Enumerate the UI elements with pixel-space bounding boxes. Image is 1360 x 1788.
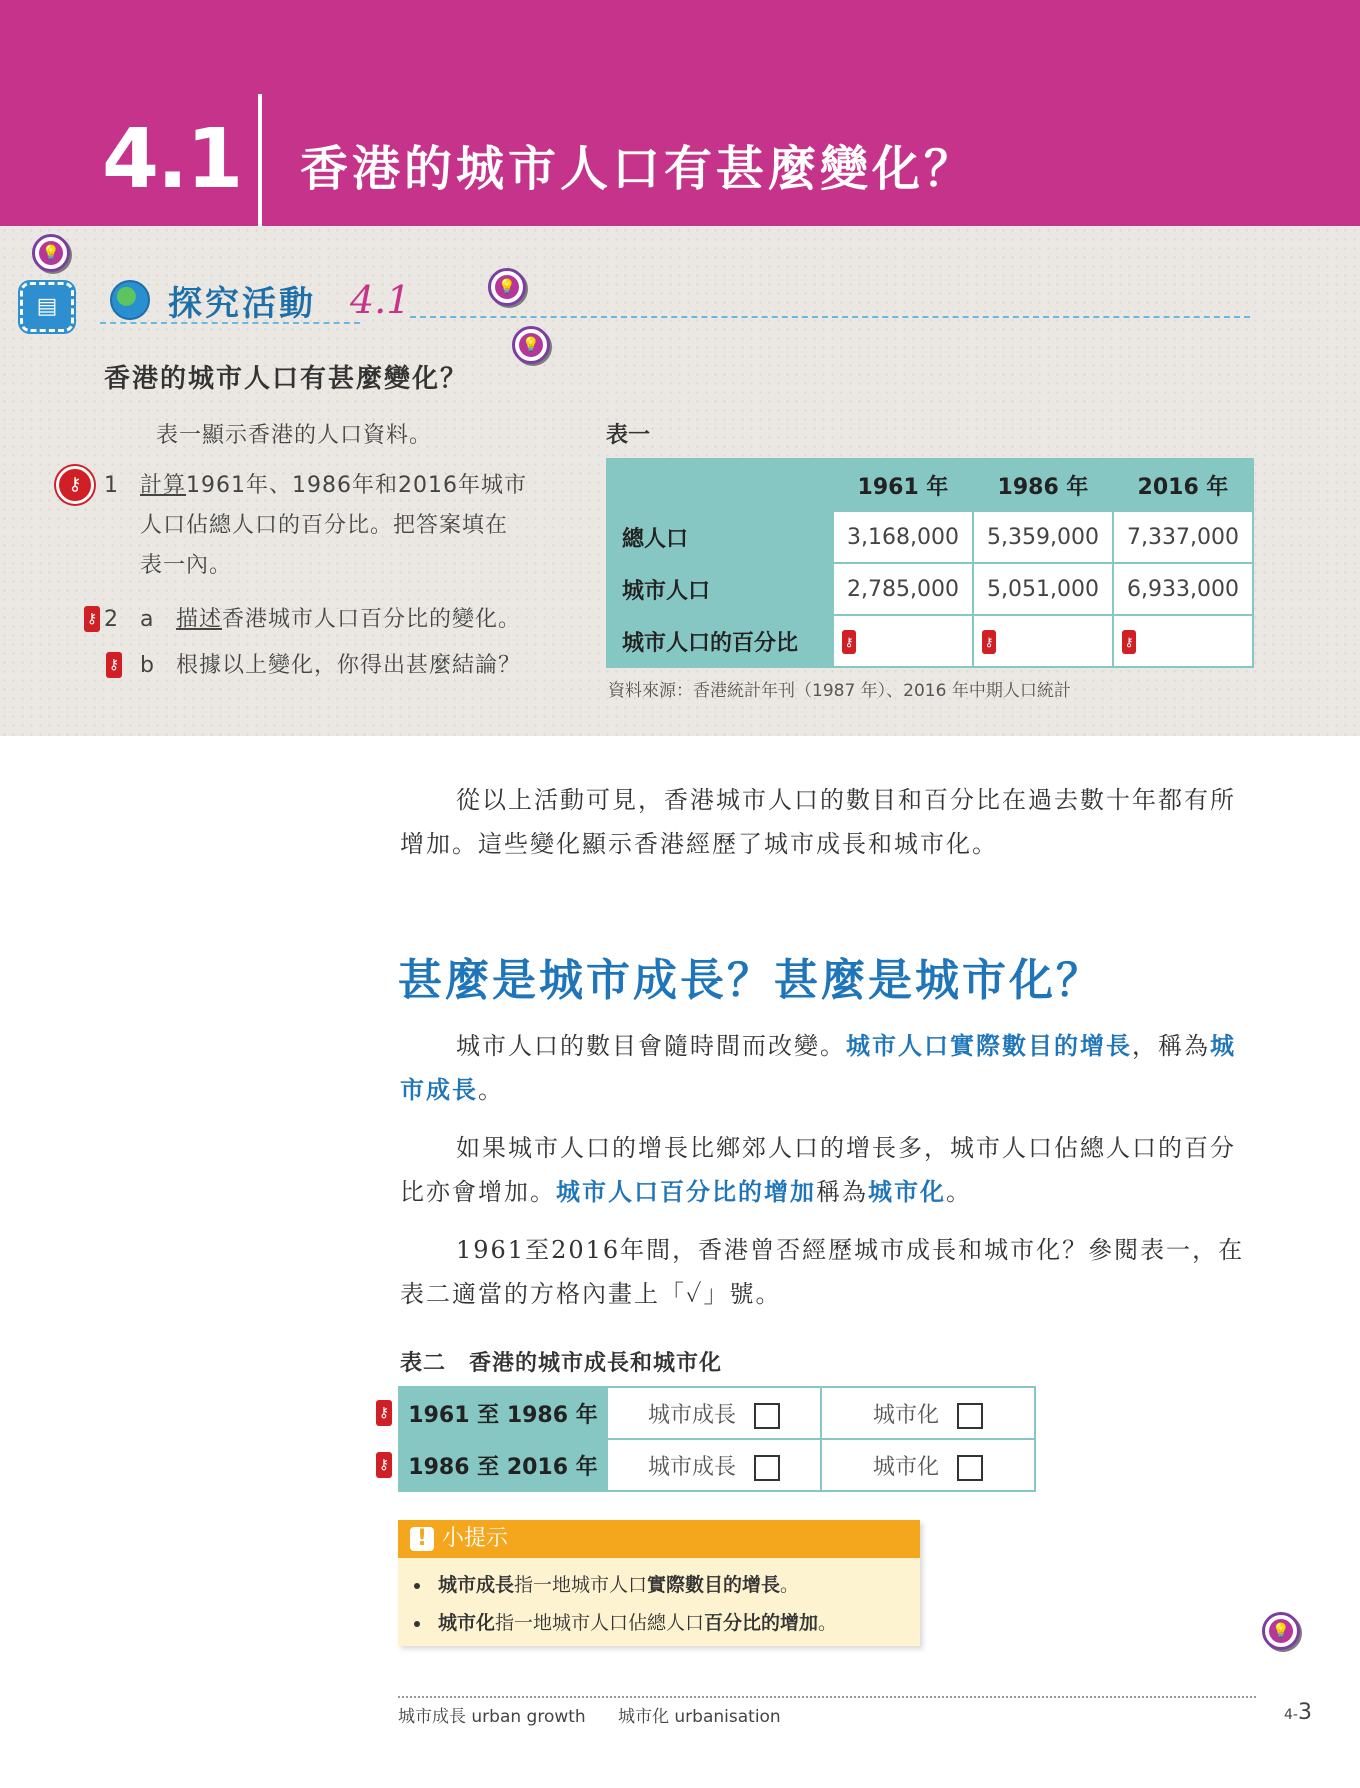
table-cell: 2,785,000 xyxy=(833,563,973,615)
year-header: 2016 年 xyxy=(1113,459,1253,511)
table-row xyxy=(399,1387,1035,1439)
key-icon[interactable]: ⚷ xyxy=(982,630,996,654)
p3-text-c: 。 xyxy=(946,1178,972,1206)
checkbox[interactable] xyxy=(754,1403,780,1429)
answer-cell[interactable] xyxy=(973,615,1113,667)
tip-emphasis: 實際數目的增長 xyxy=(647,1574,781,1596)
page-prefix: 4- xyxy=(1284,1707,1298,1723)
year-header: 1986 年 xyxy=(973,459,1113,511)
page-number xyxy=(1284,1700,1312,1725)
lightbulb-icon[interactable]: 💡 xyxy=(488,268,526,306)
row-label: 城市人口 xyxy=(607,563,833,615)
question-2b: 根據以上變化，你得出甚麼結論？ xyxy=(176,653,522,678)
footer-rule xyxy=(398,1696,1256,1698)
table1-source: 資料來源：香港統計年刊（1987 年）、2016 年中期人口統計 xyxy=(608,681,1071,701)
paragraph-2 xyxy=(400,1024,1256,1112)
table-row xyxy=(607,563,1253,615)
activity-rule xyxy=(410,316,1250,318)
tip-term: 城市成長 xyxy=(438,1574,515,1596)
bullet-icon xyxy=(414,1583,420,1589)
answer-cell[interactable] xyxy=(1113,615,1253,667)
p2-text-c: 。 xyxy=(478,1076,504,1104)
term-definition: 城市人口百分比的增加 xyxy=(556,1178,816,1206)
key-term: 城市成長 xyxy=(400,1032,1236,1104)
key-icon[interactable]: ⚷ xyxy=(842,630,856,654)
checkbox[interactable] xyxy=(754,1455,780,1481)
answer-cell[interactable] xyxy=(833,615,973,667)
glossary-term: 城市成長 urban growth xyxy=(398,1707,586,1727)
table-cell: 6,933,000 xyxy=(1113,563,1253,615)
key-icon[interactable]: ⚷ xyxy=(106,652,122,678)
key-icon[interactable]: ⚷ xyxy=(376,1452,392,1478)
q1-number: 1 xyxy=(104,473,119,498)
table-cell: 3,168,000 xyxy=(833,511,973,563)
table-row xyxy=(399,1439,1035,1491)
lightbulb-icon[interactable]: 💡 xyxy=(32,234,70,272)
chapter-banner xyxy=(0,0,1360,226)
paragraph-3 xyxy=(400,1126,1256,1214)
lightbulb-icon[interactable]: 💡 xyxy=(512,326,550,364)
option-label: 城市成長 xyxy=(647,1454,736,1480)
list-item xyxy=(414,1566,920,1604)
p3-text-b: 稱為 xyxy=(816,1178,868,1206)
period-label: 1986 至 2016 年 xyxy=(399,1439,607,1491)
tip-emphasis: 百分比的增加 xyxy=(704,1612,819,1634)
activity-number: 4.1 xyxy=(350,278,411,322)
option-label: 城市化 xyxy=(872,1454,939,1480)
term-definition: 城市人口實際數目的增長 xyxy=(846,1032,1132,1060)
key-icon[interactable]: ⚷ xyxy=(56,466,94,504)
q2a-letter: a xyxy=(140,607,155,632)
question-1 xyxy=(140,466,580,586)
question-2a xyxy=(176,600,521,640)
q1-text-b: 人口佔總人口的百分比。把答案填在 xyxy=(140,513,509,538)
tip-list xyxy=(398,1558,920,1642)
tip-text: 。 xyxy=(818,1612,838,1634)
q1-verb: 計算 xyxy=(140,473,187,498)
row-label: 總人口 xyxy=(607,511,833,563)
table-cell: 5,051,000 xyxy=(973,563,1113,615)
table-row xyxy=(607,615,1253,667)
q2-number: 2 xyxy=(104,607,119,632)
checkbox[interactable] xyxy=(957,1403,983,1429)
period-label: 1961 至 1986 年 xyxy=(399,1387,607,1439)
exclamation-icon: ! xyxy=(410,1527,434,1551)
option-urban-growth xyxy=(607,1387,821,1439)
key-term: 城市化 xyxy=(868,1178,946,1206)
activity-label: 探究活動 xyxy=(168,284,316,324)
q1-text-a: 1961年、1986年和2016年城市 xyxy=(186,473,527,498)
option-urban-growth xyxy=(607,1439,821,1491)
q2a-text: 香港城市人口百分比的變化。 xyxy=(222,607,522,632)
section-number: 4.1 xyxy=(102,112,242,207)
tip-title: 小提示 xyxy=(442,1526,509,1551)
table-cell: 5,359,000 xyxy=(973,511,1113,563)
glossary-term: 城市化 urbanisation xyxy=(618,1707,781,1727)
paragraph-1: 從以上活動可見，香港城市人口的數目和百分比在過去數十年都有所增加。這些變化顯示香港經歷了城市成長和城市化。 xyxy=(400,786,1236,858)
section-divider xyxy=(258,94,262,226)
tip-text: 指一地城市人口 xyxy=(514,1574,648,1596)
year-header: 1961 年 xyxy=(833,459,973,511)
p2-text-b: ，稱為 xyxy=(1132,1032,1210,1060)
q2b-letter: b xyxy=(140,653,155,678)
key-icon[interactable]: ⚷ xyxy=(84,606,100,632)
tip-text: 指一地城市人口佔總人口 xyxy=(495,1612,705,1634)
option-urbanisation xyxy=(821,1439,1035,1491)
key-icon[interactable]: ⚷ xyxy=(376,1400,392,1426)
table2-caption: 表二 香港的城市成長和城市化 xyxy=(400,1351,723,1376)
urbanisation-table xyxy=(398,1386,1036,1492)
table-corner xyxy=(607,459,833,511)
table-row xyxy=(607,511,1253,563)
p2-text-a: 城市人口的數目會隨時間而改變。 xyxy=(456,1032,846,1060)
section-heading: 甚麼是城市成長？甚麼是城市化？ xyxy=(398,955,1103,1006)
tip-term: 城市化 xyxy=(438,1612,496,1634)
lightbulb-icon[interactable]: 💡 xyxy=(1262,1612,1300,1650)
key-icon[interactable]: ⚷ xyxy=(1122,630,1136,654)
table-row xyxy=(607,459,1253,511)
checkbox[interactable] xyxy=(957,1455,983,1481)
option-urbanisation xyxy=(821,1387,1035,1439)
p3-text-a: 如果城市人口的增長比鄉郊人口的增長多，城市人口佔總人口的百分比亦會增加。 xyxy=(400,1134,1236,1206)
option-label: 城市成長 xyxy=(647,1402,736,1428)
q1-text-c: 表一內。 xyxy=(140,553,233,578)
bullet-icon xyxy=(414,1621,420,1627)
row-label: 城市人口的百分比 xyxy=(607,615,833,667)
tip-header xyxy=(398,1520,920,1558)
activity-intro: 表一顯示香港的人口資料。 xyxy=(156,423,433,448)
globe-icon xyxy=(110,280,150,320)
tip-box xyxy=(398,1520,920,1646)
activity-underline xyxy=(100,322,360,324)
tip-text: 。 xyxy=(780,1574,800,1596)
activity-question: 香港的城市人口有甚麼變化？ xyxy=(104,364,469,394)
section-title: 香港的城市人口有甚麼變化？ xyxy=(300,141,977,197)
table1-caption: 表一 xyxy=(606,423,651,448)
list-item xyxy=(414,1604,920,1642)
page-num: 3 xyxy=(1297,1700,1312,1725)
population-table xyxy=(606,458,1254,668)
paragraph-4: 1961至2016年間，香港曾否經歷城市成長和城市化？參閱表一，在表二適當的方格內畫上「✓」號。 xyxy=(400,1236,1245,1308)
worksheet-icon[interactable]: ▤ xyxy=(20,282,74,332)
q2a-verb: 描述 xyxy=(176,607,223,632)
table-cell: 7,337,000 xyxy=(1113,511,1253,563)
option-label: 城市化 xyxy=(872,1402,939,1428)
